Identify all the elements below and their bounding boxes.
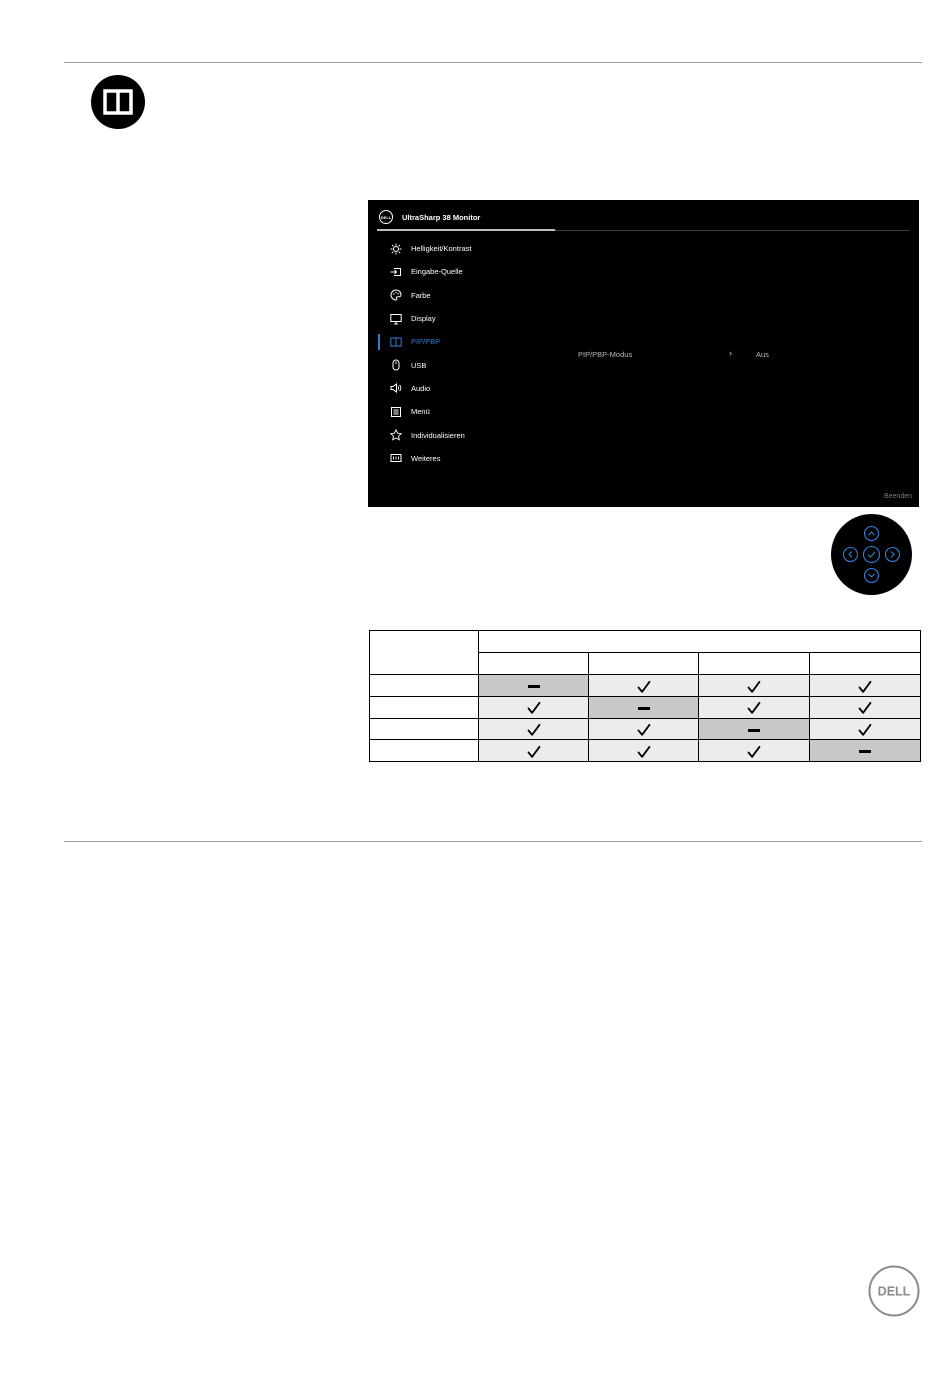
check-cell [810,696,921,718]
dash-cell [589,696,699,718]
table-row [370,718,921,740]
table-row-label [370,718,479,740]
checkmark-icon [637,721,651,737]
dell-logo [868,1265,920,1317]
dell-logo-icon: DELL [379,210,393,224]
table-row-label [370,740,479,762]
bottom-divider [64,841,922,842]
checkmark-icon [527,721,541,737]
osd-menu-item-pip-pbp[interactable] [378,330,558,353]
input-source-icon [389,265,402,278]
table-row-label [370,675,479,697]
check-cell [810,718,921,740]
osd-menu-item-display[interactable] [378,307,558,330]
others-icon [389,452,402,465]
pip-pbp-mode-value: Aus [756,350,769,359]
check-cell [589,675,699,697]
checkmark-icon [858,699,872,715]
check-cell [699,675,810,697]
menu-document-icon [389,405,402,418]
osd-menu-label: Display [411,314,436,324]
table-body [370,675,921,762]
top-divider [64,62,922,63]
osd-title: UltraSharp 38 Monitor [402,212,481,222]
checkmark-icon [747,743,761,759]
table-row-label [370,696,479,718]
table-corner-cell [370,631,479,675]
checkmark-icon [637,743,651,759]
osd-divider-highlight [377,229,555,231]
checkmark-icon [858,721,872,737]
osd-menu-label: Menü [411,407,430,417]
dash-icon [528,685,540,688]
brightness-icon [389,242,402,255]
dash-cell [699,718,810,740]
osd-menu-item-brightness[interactable] [378,237,558,260]
checkmark-icon [747,678,761,694]
check-cell [810,675,921,697]
check-cell [479,718,589,740]
osd-menu-label: Eingabe-Quelle [411,267,463,277]
osd-menu-item-personalize[interactable] [378,423,558,446]
color-palette-icon [389,289,402,302]
speaker-icon [389,382,402,395]
joystick-icon [831,514,912,595]
osd-menu-item-menu[interactable] [378,400,558,423]
table-header-cell [699,653,810,675]
table-header-cell [810,653,921,675]
check-cell [699,740,810,762]
osd-screenshot [368,200,919,507]
osd-menu-label: Helligkeit/Kontrast [411,244,472,254]
osd-menu-label: Weiteres [411,453,441,463]
pip-pbp-icon [91,75,145,129]
check-cell [479,696,589,718]
checkmark-icon [858,678,872,694]
osd-menu [378,237,558,470]
dash-cell [810,740,921,762]
check-cell [479,740,589,762]
checkmark-icon [637,678,651,694]
osd-header [379,209,480,225]
monitor-icon [389,312,402,325]
osd-menu-item-audio[interactable] [378,377,558,400]
osd-menu-label: Individualisieren [411,430,465,440]
table-header-cell [479,631,921,653]
chevron-right-icon: › [729,348,732,358]
osd-menu-label: Audio [411,383,431,393]
osd-menu-label: Farbe [411,290,431,300]
checkmark-icon [527,743,541,759]
dash-icon [748,729,760,732]
osd-menu-item-usb[interactable] [378,353,558,376]
star-icon [389,429,402,442]
check-cell [589,740,699,762]
checkmark-icon [527,699,541,715]
dash-cell [479,675,589,697]
mouse-icon [389,359,402,372]
table-row [370,675,921,697]
pip-pbp-mode-label[interactable]: PIP/PBP-Modus [578,350,633,359]
osd-menu-label: USB [411,360,427,370]
pip-pbp-icon [389,335,402,348]
osd-menu-item-color[interactable] [378,284,558,307]
table-header-cell [479,653,589,675]
dell-logo-text: DELL [877,1284,911,1299]
exit-label[interactable]: Beenden [883,493,912,500]
dash-icon [859,750,871,753]
table-header-cell [589,653,699,675]
table-row [370,696,921,718]
dash-icon [638,707,650,710]
check-cell [699,696,810,718]
check-cell [589,718,699,740]
table-row [370,740,921,762]
osd-menu-item-input-source[interactable] [378,260,558,283]
pip-combination-table [369,630,921,762]
osd-menu-item-others[interactable] [378,447,558,470]
osd-menu-label: PIP/PBP [411,337,441,347]
checkmark-icon [747,699,761,715]
